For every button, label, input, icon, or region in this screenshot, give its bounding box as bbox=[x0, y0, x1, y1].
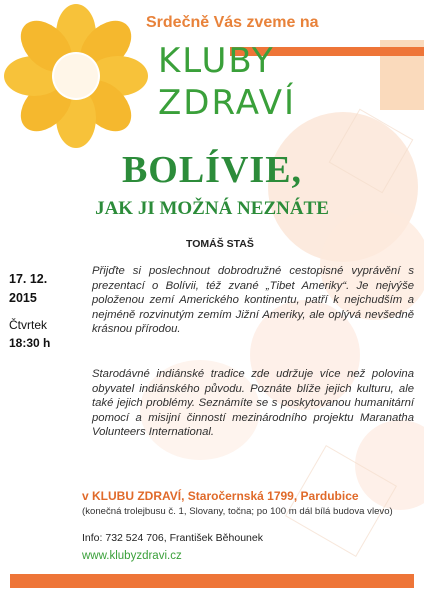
date-day: 17. 12. bbox=[9, 272, 48, 286]
venue-address: v KLUBU ZDRAVÍ, Staročernská 1799, Pardubice bbox=[82, 489, 359, 503]
description-paragraph: Starodávné indiánské tradice zde udržuje více než polovina obyvatel indiánského původu. Poznáte blíže jejich kulturu, ale také jejich problémy. Seznámíte se s poskytovanou humanitární pomocí a misijní činností mezinárodního projektu Maranatha Volunteers International. bbox=[92, 368, 414, 439]
flower-icon bbox=[4, 4, 154, 154]
invitation-text: Srdečně Vás zveme na bbox=[146, 14, 319, 31]
brand-name-line1: KLUBY bbox=[158, 41, 275, 81]
speaker-name: TOMÁŠ STAŠ bbox=[186, 238, 254, 250]
event-time bbox=[9, 316, 50, 352]
footer-stripe bbox=[10, 574, 414, 588]
directions-note: (konečná trolejbusu č. 1, Slovany, točna; po 100 m dál bílá budova vlevo) bbox=[82, 506, 393, 517]
weekday: Čtvrtek bbox=[9, 318, 48, 332]
date-year: 2015 bbox=[9, 291, 37, 305]
event-subtitle: JAK JI MOŽNÁ NEZNÁTE bbox=[95, 198, 329, 219]
contact-info: Info: 732 524 706, František Běhounek bbox=[82, 532, 263, 544]
start-time: 18:30 h bbox=[9, 336, 51, 350]
website-link[interactable]: www.klubyzdravi.cz bbox=[82, 550, 182, 562]
event-title: BOLÍVIE, bbox=[121, 149, 303, 191]
event-date bbox=[9, 270, 47, 308]
description-paragraph: Přijďte si poslechnout dobrodružné cestopisné vyprávění s prezentací o Bolívii, též zvané „Tibet Ameriky“. Je nejvýše položenou zemí Amerického kontinentu, patří k nejchudším a nejméně rozvinutým zemím Jižní Ameriky, ale oplývá nevšedně krásnou přírodou. bbox=[92, 265, 414, 336]
brand-name-line2: ZDRAVÍ bbox=[158, 83, 297, 123]
